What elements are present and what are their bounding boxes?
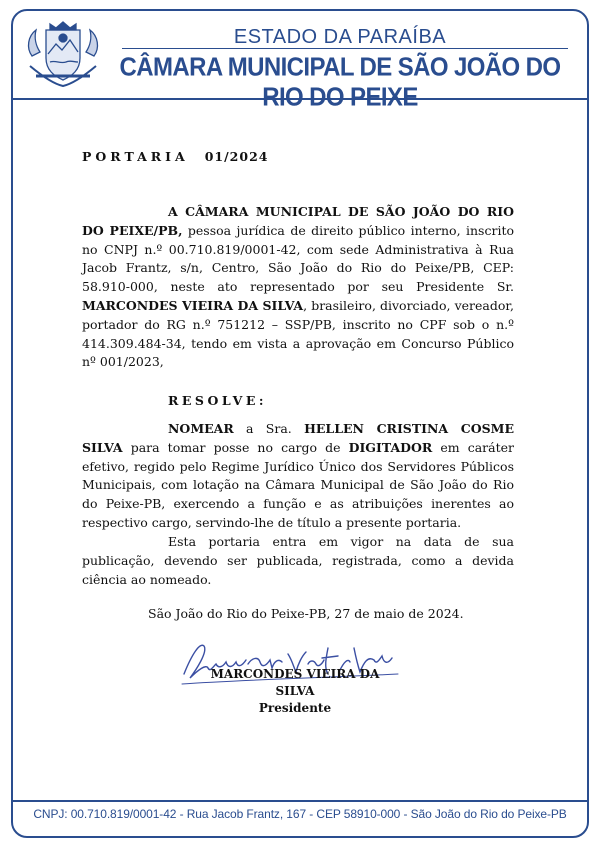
president-name: MARCONDES VIEIRA DA SILVA [82, 297, 304, 313]
chamber-name: CÂMARA MUNICIPAL DE SÃO JOÃO DO RIO DO PEIXE [119, 52, 561, 113]
issuer-name: A CÂMARA MUNICIPAL DE SÃO JOÃO DO RIO DO PEIXE/PB, [82, 204, 514, 238]
signer-title: Presidente [258, 701, 332, 715]
signature-block [198, 666, 392, 717]
appointee-name: HELLEN CRISTINA COSME SILVA [82, 421, 514, 455]
appointment-paragraph [82, 420, 514, 533]
paraiba-coat-of-arms-icon [24, 18, 102, 92]
appointment-text-a: a Sra. [233, 421, 305, 436]
appointment-text-c: em caráter efetivo, regido pelo Regime Jurídico Único dos Servidores Públicos Municipais, com lotação na Câmara Municipal de São João do Rio do Peixe-PB, exercendo a função e as atribuições inerentes ao respectivo cargo, servindo-lhe de título a presente portaria. [82, 439, 514, 530]
state-name: ESTADO DA PARAÍBA [233, 26, 447, 48]
appointment-text-b: para tomar posse no cargo de [122, 439, 349, 455]
action-verb: NOMEAR [168, 421, 234, 436]
document-title [82, 149, 268, 164]
preamble-text-b: , brasileiro, divorciado, vereador, portador do RG n.º 751212 – SSP/PB, inscrito no CPF sob o n.º 414.309.484-34, tendo em vista a aprovação em Concurso Público nº 001/2023, [82, 297, 514, 370]
preamble-text-a: pessoa jurídica de direito público interno, inscrito no CNPJ n.º 00.710.819/0001-42, com sede Administrativa à Rua Jacob Frantz, s/n, Centro, São João do Rio do Peixe/PB, CEP: 58.910-000, neste ato representado por seu Presidente Sr. [82, 222, 514, 295]
place-and-date: São João do Rio do Peixe-PB, 27 de maio de 2024. [148, 606, 464, 621]
effect-paragraph: Esta portaria entra em vigor na data de sua publicação, devendo ser publicada, registrada, como a devida ciência ao nomeado. [82, 534, 514, 587]
position-name: DIGITADOR [348, 439, 433, 455]
footer-divider [11, 800, 589, 802]
signer-name: MARCONDES VIEIRA DA SILVA [210, 667, 380, 698]
document-number: 01/2024 [204, 149, 269, 164]
footer-contact: CNPJ: 00.710.819/0001-42 - Rua Jacob Frantz, 167 - CEP 58910-000 - São João do Rio do Peixe-PB [33, 807, 567, 821]
resolve-heading: RESOLVE: [168, 393, 267, 408]
title-label: PORTARIA [82, 149, 189, 164]
header-divider [122, 48, 568, 49]
preamble-paragraph [82, 203, 514, 372]
